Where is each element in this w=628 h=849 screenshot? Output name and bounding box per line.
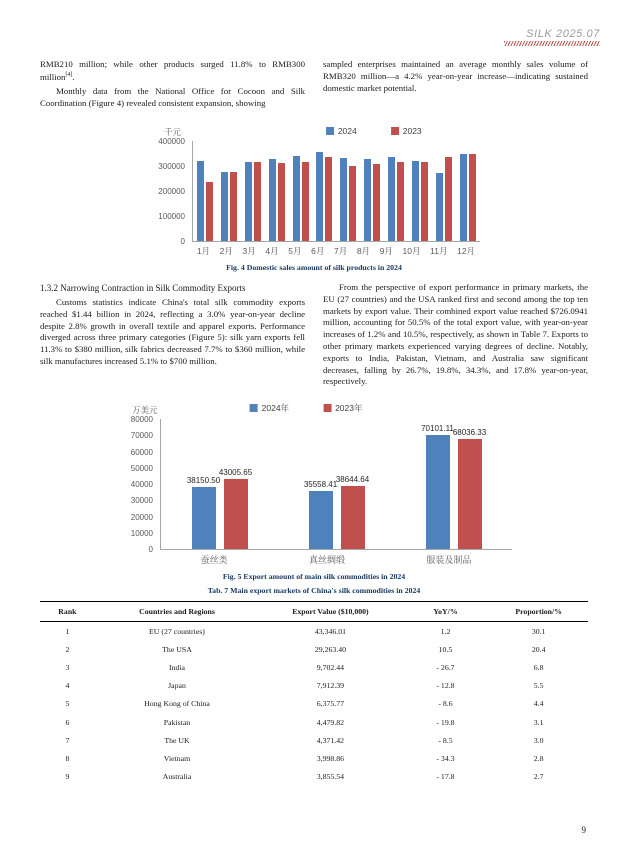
- x-tick-label: 5月: [288, 246, 302, 257]
- y-tick-label: 100000: [158, 212, 185, 222]
- bar-wrapper: [186, 476, 221, 549]
- bar-wrapper: [197, 161, 204, 241]
- bar-group-11月: [436, 157, 452, 241]
- table-cell: 7,912.39: [316, 681, 345, 691]
- left-column-middle: [40, 282, 305, 391]
- y-tick-label: 40000: [130, 480, 153, 490]
- table-cell: 2: [65, 644, 70, 654]
- legend-item: [326, 126, 357, 136]
- x-tick-label: 蚕丝类: [200, 555, 228, 566]
- table-header-row: [40, 602, 588, 622]
- table-row: [40, 713, 588, 731]
- bar-group-蚕丝类: [186, 468, 253, 549]
- table-cell: India: [168, 663, 185, 673]
- table-cell: The USA: [162, 644, 192, 654]
- chart-header: [116, 401, 512, 416]
- bar-wrapper: [325, 157, 332, 242]
- bar-wrapper: [373, 164, 380, 241]
- bar-2024-1月: [197, 161, 204, 241]
- bar-wrapper: [335, 475, 370, 549]
- table-cell: 4: [65, 681, 70, 691]
- table-cell: Vietnam: [163, 753, 191, 763]
- x-tick-label: 9月: [379, 246, 393, 257]
- bar-wrapper: [364, 159, 371, 241]
- section-heading: 1.3.2 Narrowing Contraction in Silk Commodity Exports: [40, 283, 246, 294]
- table-cell: 8: [65, 753, 70, 763]
- table-cell: 6: [65, 717, 70, 727]
- table-row: [40, 640, 588, 658]
- bar-group-6月: [316, 152, 332, 241]
- bar-wrapper: [421, 162, 428, 241]
- bar-wrapper: [206, 182, 213, 242]
- table-cell: 4.4: [533, 699, 544, 709]
- table-cell: 43,346.01: [314, 626, 347, 636]
- legend-label: 2024: [337, 126, 357, 137]
- right-column-top: [323, 59, 588, 113]
- paragraph-text: .: [72, 71, 75, 82]
- chart-x-axis: [192, 245, 480, 257]
- bar-value-label: 68036.33: [452, 427, 487, 437]
- page-header: [0, 0, 628, 46]
- x-tick-label: 3月: [242, 246, 256, 257]
- bar-2023-5月: [302, 162, 309, 241]
- y-tick-label: 70000: [130, 431, 153, 441]
- x-tick-label: 11月: [430, 246, 448, 257]
- bar-2024-6月: [316, 152, 323, 241]
- table-cell: Japan: [168, 681, 186, 691]
- table-row: [40, 622, 588, 641]
- paragraph: [40, 59, 305, 83]
- bar-wrapper: [254, 162, 261, 242]
- bar-2023-1月: [206, 182, 213, 242]
- bar-wrapper: [302, 162, 309, 241]
- bar-group-1月: [197, 161, 213, 241]
- paragraph: From the perspective of export performance in primary markets, the EU (27 countries) and the USA ranked first and second among the top ten markets by export value. Their combined export value reached $726.0941 million, accounting for 50.5% of the total export value, with year-on-year increases of 1.2% and 10.5%, respectively, as shown in Table 7. Exports to other primary markets experienced varying degrees of decline. Notably, exports to India, Pakistan, Vietnam, and Australia saw significant decreases, falling by 26.7%, 19.8%, 34.3%, and 17.8% year-on-year, respectively.: [323, 282, 588, 387]
- bar-wrapper: [445, 157, 452, 241]
- bar-value-label: 43005.65: [218, 468, 253, 478]
- table-cell: 1: [65, 626, 70, 636]
- bar-2023-12月: [469, 154, 476, 241]
- x-tick-label: 6月: [311, 246, 325, 257]
- chart-plot-area: [192, 141, 480, 242]
- table-cell: 5: [65, 699, 70, 709]
- bar-2023-11月: [445, 157, 452, 241]
- x-tick-label: 12月: [457, 246, 476, 257]
- bar-2024-3月: [245, 162, 252, 241]
- bar-group-4月: [269, 159, 285, 241]
- table-cell: 7: [65, 735, 70, 745]
- bar-group-8月: [364, 159, 380, 241]
- chart-y-axis-label: 千元: [164, 127, 182, 138]
- table-cell: - 19.8: [436, 717, 455, 727]
- table-cell: - 34.3: [436, 753, 455, 763]
- bar-2024-9月: [388, 157, 395, 241]
- table-row: [40, 731, 588, 749]
- bar-wrapper: [340, 158, 347, 242]
- bar-value-label: 38150.50: [186, 476, 221, 486]
- table-header-cell: YoY/%: [402, 602, 490, 622]
- table-cell: 9: [65, 772, 70, 782]
- bar-2024-7月: [340, 158, 347, 242]
- y-tick-label: 0: [180, 237, 185, 247]
- page-content: [0, 59, 628, 786]
- bar-group-10月: [412, 161, 428, 241]
- fig4-caption: Fig. 4 Domestic sales amount of silk products in 2024: [226, 263, 402, 273]
- y-tick-label: 400000: [158, 137, 185, 147]
- tab7-table: [40, 601, 588, 786]
- bar-wrapper: [349, 166, 356, 241]
- legend-swatch-2024: [326, 127, 334, 135]
- table-cell: - 26.7: [436, 663, 455, 673]
- table-cell: The UK: [164, 735, 190, 745]
- table-row: [40, 749, 588, 767]
- fig5-caption: Fig. 5 Export amount of main silk commodities in 2024: [222, 572, 406, 582]
- y-tick-label: 30000: [130, 496, 153, 506]
- table-cell: 29,263.40: [314, 644, 347, 654]
- table-cell: - 8.6: [438, 699, 453, 709]
- fig4-bar-chart: [148, 123, 480, 257]
- chart-plot-area: [160, 419, 512, 550]
- table-cell: 4,371.42: [316, 735, 345, 745]
- bar-group-7月: [340, 158, 356, 242]
- legend-label: 2024年: [261, 403, 290, 414]
- page-number: 9: [581, 825, 586, 835]
- x-tick-label: 7月: [333, 246, 348, 257]
- table-cell: 2.8: [533, 753, 544, 763]
- x-tick-label: 8月: [356, 246, 371, 257]
- table-cell: 6.8: [533, 663, 544, 673]
- bar-value-label: 70101.11: [421, 424, 454, 434]
- paragraph-text: RMB210 million; while other products surged 11.8% to RMB300 million: [40, 59, 305, 82]
- table-cell: 1.2: [440, 626, 451, 636]
- bar-2023年-蚕丝类: [224, 479, 248, 549]
- table-cell: Australia: [162, 772, 192, 782]
- table-header-cell: Rank: [40, 602, 95, 622]
- table-cell: 10.5: [438, 644, 453, 654]
- table-cell: 3: [65, 663, 70, 673]
- bar-2023-3月: [254, 162, 261, 242]
- table-cell: 4,479.82: [316, 717, 345, 727]
- chart-legend: [250, 402, 363, 414]
- tab7-table-body: [40, 622, 588, 786]
- bar-2024-2月: [221, 172, 228, 242]
- x-tick-label: 4月: [265, 246, 279, 257]
- bar-group-服装及制品: [421, 424, 487, 549]
- bar-2024年-服装及制品: [426, 435, 450, 549]
- bar-group-12月: [460, 154, 476, 241]
- table-header-cell: Proportion/%: [489, 602, 588, 622]
- chart-body: [116, 415, 512, 555]
- bar-2023-8月: [373, 164, 380, 241]
- bar-group-9月: [388, 157, 404, 241]
- y-tick-label: 200000: [158, 187, 185, 197]
- bar-wrapper: [436, 173, 443, 241]
- paragraph: Monthly data from the National Office for Cocoon and Silk Coordination (Figure 4) revealed consistent expansion, showing: [40, 86, 305, 109]
- x-tick-label: 服装及制品: [426, 555, 472, 566]
- bar-2024年-蚕丝类: [192, 487, 216, 549]
- bar-2024年-真丝绸缎: [309, 491, 333, 549]
- bar-wrapper: [397, 162, 404, 241]
- table-row: [40, 677, 588, 695]
- bar-2024-12月: [460, 154, 467, 241]
- table-cell: - 17.8: [436, 772, 455, 782]
- bar-wrapper: [316, 152, 323, 241]
- bar-wrapper: [412, 161, 419, 241]
- bar-group-3月: [245, 162, 261, 242]
- legend-swatch-2023年: [323, 404, 331, 412]
- bar-2023年-真丝绸缎: [341, 486, 365, 549]
- bar-2023-6月: [325, 157, 332, 242]
- table-header-cell: Export Value ($10,000): [259, 602, 401, 622]
- table-row: [40, 768, 588, 786]
- text-columns-top: [40, 59, 588, 113]
- table-cell: Pakistan: [163, 717, 191, 727]
- chart-x-axis: [160, 553, 512, 566]
- legend-item: [391, 126, 422, 136]
- chart-y-axis-label: 万美元: [132, 405, 158, 416]
- table-cell: 3,855.54: [316, 772, 345, 782]
- chart-y-axis: [116, 415, 160, 555]
- x-tick-label: 2月: [219, 246, 233, 257]
- bar-2023-9月: [397, 162, 404, 241]
- left-column-top: [40, 59, 305, 113]
- chart-body: [148, 137, 480, 247]
- header-hatch-stripe: [504, 41, 600, 46]
- paragraph: sampled enterprises maintained an average monthly sales volume of RMB320 million—a 4.2% year-on-year increase—indicating sustained domestic market potential.: [323, 59, 588, 93]
- y-tick-label: 80000: [130, 415, 153, 425]
- bar-wrapper: [452, 427, 487, 550]
- bar-wrapper: [460, 154, 467, 241]
- bar-value-label: 38644.64: [335, 475, 370, 485]
- y-tick-label: 50000: [130, 463, 153, 473]
- bar-wrapper: [469, 154, 476, 241]
- y-tick-label: 10000: [130, 528, 153, 538]
- bar-2023-4月: [278, 163, 285, 241]
- table-cell: 9,702.44: [316, 663, 345, 673]
- bar-wrapper: [269, 159, 276, 241]
- right-column-middle: [323, 282, 588, 391]
- table-header-row: [40, 602, 588, 622]
- table-cell: 5.5: [533, 681, 544, 691]
- tab7-caption: Tab. 7 Main export markets of China's silk commodities in 2024: [207, 586, 421, 596]
- chart-legend: [326, 126, 422, 136]
- x-tick-label: 真丝绸缎: [308, 555, 345, 566]
- legend-item: [250, 402, 289, 414]
- legend-item: [323, 402, 362, 414]
- table-row: [40, 695, 588, 713]
- y-tick-label: 20000: [130, 512, 153, 522]
- table-cell: 2.7: [533, 772, 544, 782]
- bar-2024-8月: [364, 159, 371, 241]
- bar-wrapper: [388, 157, 395, 241]
- bar-wrapper: [230, 172, 237, 241]
- journal-title: SILK 2025.07: [526, 28, 600, 40]
- bar-2024-4月: [269, 159, 276, 241]
- bar-2024-11月: [436, 173, 443, 241]
- y-tick-label: 300000: [158, 162, 185, 172]
- bar-group-2月: [221, 172, 237, 242]
- table-cell: 3,998.86: [316, 753, 345, 763]
- bar-2024-5月: [293, 156, 300, 241]
- table-row: [40, 658, 588, 676]
- table-cell: 20.4: [531, 644, 546, 654]
- x-tick-label: 10月: [402, 246, 421, 257]
- table-cell: - 12.8: [436, 681, 455, 691]
- bar-2023年-服装及制品: [458, 439, 482, 550]
- x-tick-label: 1月: [196, 246, 211, 257]
- bar-wrapper: [245, 162, 252, 241]
- table-cell: 3.1: [533, 717, 544, 727]
- fig5-bar-chart: [116, 401, 512, 566]
- bar-wrapper: [218, 468, 253, 549]
- legend-swatch-2024年: [250, 404, 258, 412]
- reference-marker: [4]: [65, 71, 73, 78]
- bar-group-真丝绸缎: [303, 475, 370, 549]
- bar-wrapper: [293, 156, 300, 241]
- paragraph: Customs statistics indicate China's total silk commodity exports reached $1.44 billion in 2024, reflecting a 3.0% year-on-year decline despite 2.8% growth in overall textile and apparel exports. Performance diverged across three primary categories (Figure 5): silk yarn exports fell 11.3% to $380 million, silk fabrics decreased 7.7% to $360 million, while silk manufactures increased 5.1% to $700 million.: [40, 297, 305, 366]
- legend-label: 2023: [402, 126, 422, 137]
- table-cell: 3.0: [533, 735, 544, 745]
- bar-value-label: 35558.41: [303, 480, 338, 490]
- table-header-cell: Countries and Regions: [95, 602, 259, 622]
- table-cell: Hong Kong of China: [144, 699, 210, 709]
- bar-group-5月: [293, 156, 309, 241]
- legend-swatch-2023: [391, 127, 399, 135]
- bar-2023-10月: [421, 162, 428, 241]
- table-cell: EU (27 countries): [149, 626, 205, 636]
- bar-2023-2月: [230, 172, 237, 241]
- legend-label: 2023年: [335, 403, 363, 414]
- bar-wrapper: [421, 424, 454, 549]
- bar-wrapper: [278, 163, 285, 241]
- table-cell: 30.1: [531, 626, 546, 636]
- y-tick-label: 60000: [130, 447, 153, 457]
- chart-y-axis: [148, 137, 192, 247]
- chart-header: [148, 123, 480, 138]
- bar-2023-7月: [349, 166, 356, 241]
- bar-wrapper: [303, 480, 338, 549]
- table-cell: - 8.5: [438, 735, 453, 745]
- bar-wrapper: [221, 172, 228, 242]
- y-tick-label: 0: [148, 545, 153, 555]
- bar-2024-10月: [412, 161, 419, 241]
- table-cell: 6,375.77: [316, 699, 345, 709]
- text-columns-middle: [40, 282, 588, 391]
